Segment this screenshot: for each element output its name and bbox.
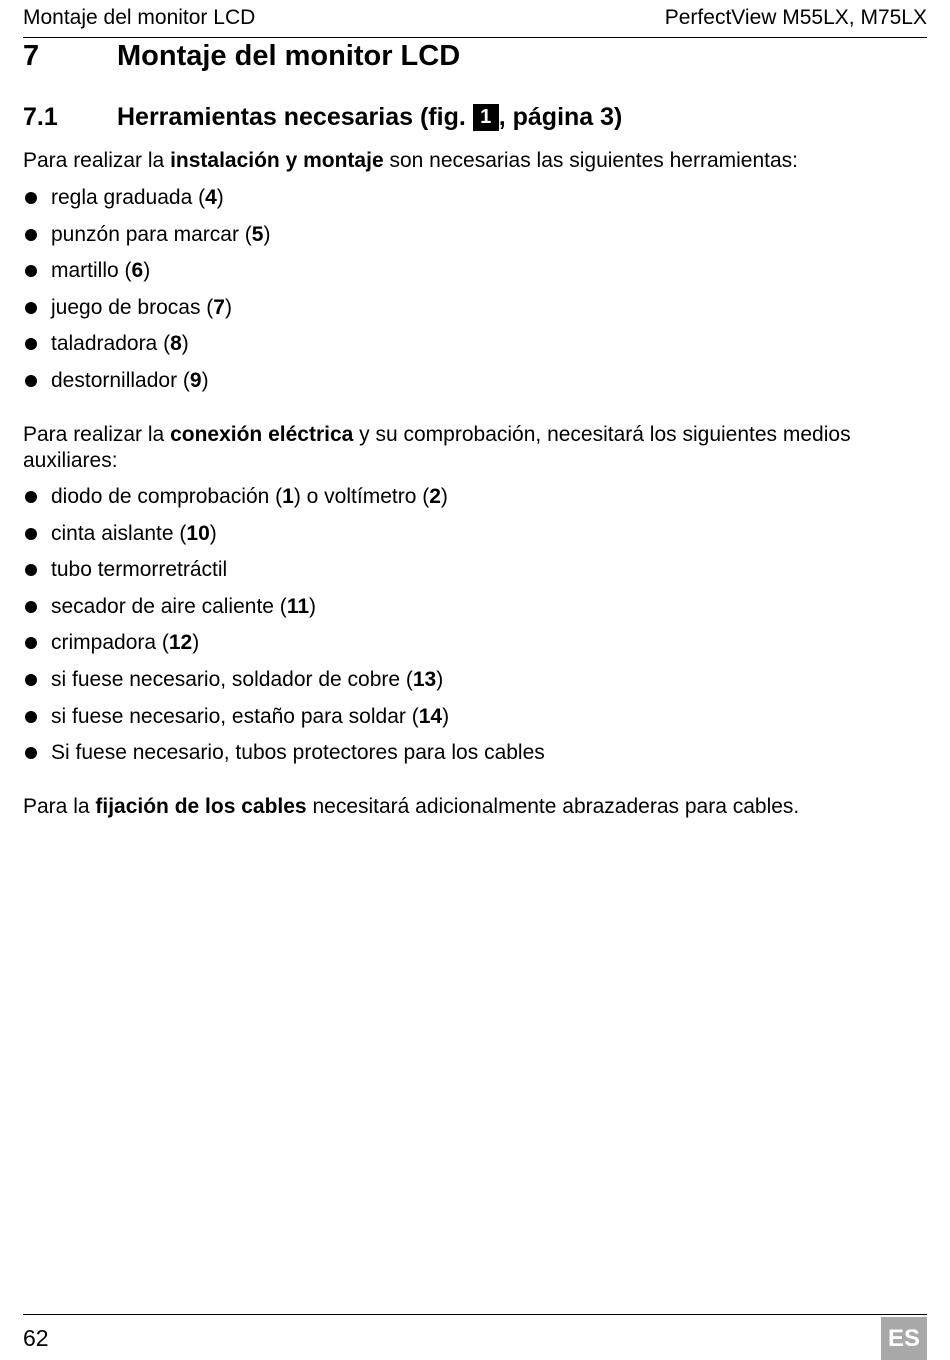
list-item-text: secador de aire caliente (: [51, 594, 287, 618]
list-item-ref: 13: [412, 667, 437, 691]
subsection-heading: [23, 103, 622, 132]
list-item-close: ): [263, 222, 271, 246]
running-header-title: Montaje del monitor LCD: [23, 6, 256, 29]
list-item-ref: 14: [418, 704, 443, 728]
bullet-icon: [25, 564, 37, 576]
list-item-close: ): [436, 667, 444, 691]
list-item-text: juego de brocas (: [51, 295, 214, 319]
bullet-icon: [25, 674, 37, 686]
list-item: [23, 258, 270, 295]
list-item: [23, 185, 270, 222]
list-item: [23, 594, 545, 631]
list-item-close: ): [216, 186, 224, 209]
list-item-ref: 11: [286, 594, 310, 618]
page-number: 62: [23, 1325, 49, 1351]
tools-list: [23, 185, 270, 405]
cables-note-bold: fijación de los cables: [95, 795, 307, 818]
install-intro-text-end: son necesarias las siguientes herramientas:: [383, 149, 799, 172]
subsection-number: 7.1: [23, 103, 58, 131]
cables-note-text-end: necesitará adicionalmente abrazaderas para cables.: [306, 795, 800, 818]
list-item: [23, 331, 270, 368]
list-item: [23, 222, 270, 259]
list-item-text: martillo (: [51, 259, 132, 283]
list-item: [23, 740, 545, 777]
list-item-close: ): [224, 295, 232, 319]
list-item-text-mid: ) o voltímetro (: [293, 485, 430, 508]
list-item-ref: 9: [189, 368, 202, 392]
list-item-ref: 6: [131, 259, 144, 283]
list-item-text: taladradora (: [51, 332, 171, 356]
list-item: [23, 704, 545, 741]
install-intro-text-start: Para realizar la: [23, 149, 171, 172]
list-item-ref: 8: [170, 332, 182, 356]
list-item-close: ): [309, 594, 317, 618]
bullet-icon: [25, 747, 37, 759]
list-item-ref: 1: [282, 485, 294, 508]
running-header-product: PerfectView M55LX, M75LX: [664, 6, 927, 29]
list-item: [23, 484, 545, 521]
list-item-ref: 10: [186, 521, 210, 545]
bullet-icon: [25, 528, 37, 540]
list-item-text: destornillador (: [51, 368, 190, 392]
cables-note-text-start: Para la: [23, 795, 96, 818]
list-item-close: ): [440, 485, 448, 508]
bullet-icon: [25, 601, 37, 613]
electric-intro-text-start: Para realizar la: [23, 423, 171, 446]
aids-list: [23, 484, 545, 777]
header-divider: [23, 37, 927, 38]
list-item-text: punzón para marcar (: [51, 222, 252, 246]
list-item-close: ): [143, 259, 151, 283]
list-item-ref: 5: [251, 222, 264, 246]
section-heading: [23, 40, 460, 73]
section-number: 7: [23, 40, 40, 72]
cables-note-paragraph: [23, 794, 799, 820]
electric-intro-text-end: y su comprobación, necesitará los siguientes medios auxiliares:: [23, 423, 851, 472]
list-item-text: regla graduada (: [51, 186, 206, 209]
figure-reference-badge: 1: [473, 104, 499, 131]
list-item-close: ): [192, 631, 200, 655]
list-item-text: cinta aislante (: [51, 521, 187, 545]
list-item-close: ): [181, 332, 189, 356]
bullet-icon: [25, 338, 37, 350]
bullet-icon: [25, 637, 37, 649]
list-item: [23, 295, 270, 332]
list-item-text: diodo de comprobación (: [51, 485, 283, 508]
list-item-text: si fuese necesario, soldador de cobre (: [51, 667, 413, 691]
section-title: Montaje del monitor LCD: [117, 40, 461, 72]
list-item-ref: 12: [168, 631, 193, 655]
list-item-text: si fuese necesario, estaño para soldar (: [51, 704, 419, 728]
electric-intro-bold: conexión eléctrica: [170, 423, 354, 446]
list-item-close: ): [442, 704, 450, 728]
list-item-close: ): [201, 368, 209, 392]
list-item: [23, 368, 270, 405]
bullet-icon: [25, 711, 37, 723]
list-item-close: ): [209, 521, 217, 545]
bullet-icon: [25, 192, 37, 204]
list-item: [23, 557, 545, 594]
list-item-text: tubo termorretráctil: [51, 558, 228, 582]
bullet-icon: [25, 491, 37, 503]
footer-divider: [23, 1314, 927, 1315]
bullet-icon: [25, 265, 37, 277]
install-intro-bold: instalación y montaje: [170, 149, 384, 172]
list-item-text: crimpadora (: [51, 631, 169, 655]
electric-intro-paragraph: [23, 422, 928, 474]
list-item-ref: 4: [205, 186, 217, 209]
list-item-ref: 7: [213, 295, 225, 319]
subsection-title-start: Herramientas necesarias (fig.: [117, 103, 473, 131]
bullet-icon: [25, 229, 37, 241]
bullet-icon: [25, 375, 37, 387]
list-item-ref-2: 2: [429, 485, 441, 508]
bullet-icon: [25, 302, 37, 314]
subsection-title-end: , página 3): [498, 103, 623, 131]
language-badge: ES: [881, 1317, 927, 1360]
list-item: [23, 521, 545, 558]
list-item-text: Si fuese necesario, tubos protectores para los cables: [51, 741, 545, 765]
list-item: [23, 667, 545, 704]
list-item: [23, 630, 545, 667]
install-intro-paragraph: [23, 148, 798, 174]
